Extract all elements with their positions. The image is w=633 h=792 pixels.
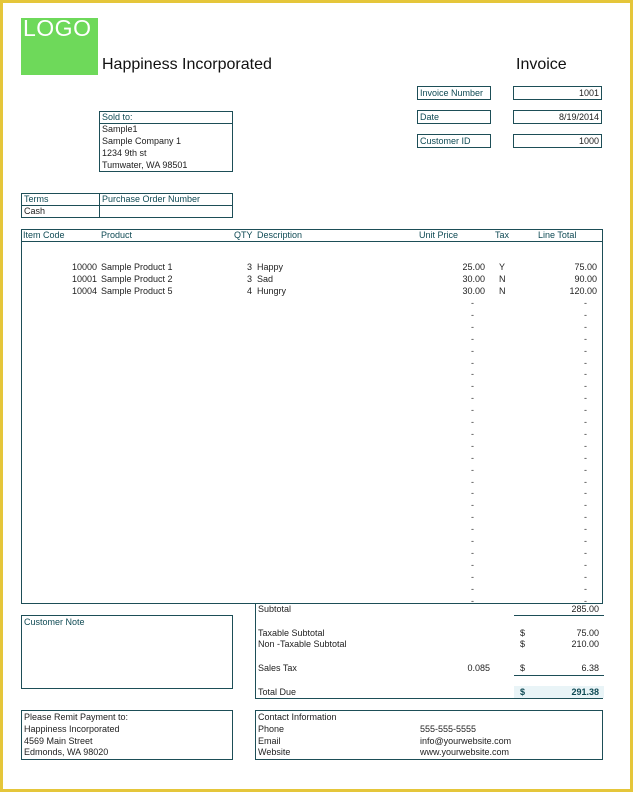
date-label: Date bbox=[420, 112, 440, 122]
empty-unit-price-placeholder: - bbox=[471, 500, 474, 510]
item-qty: 4 bbox=[246, 286, 252, 296]
empty-unit-price-placeholder: - bbox=[471, 310, 474, 320]
invoice-number-label-box bbox=[417, 86, 491, 100]
empty-line-total-placeholder: - bbox=[584, 417, 587, 427]
logo bbox=[21, 15, 98, 75]
item-product: Sample Product 1 bbox=[101, 262, 173, 272]
item-unit-price: 30.00 bbox=[462, 274, 485, 284]
empty-unit-price-placeholder: - bbox=[471, 369, 474, 379]
empty-unit-price-placeholder: - bbox=[471, 560, 474, 570]
email-label: Email bbox=[258, 736, 281, 746]
total-due-currency: $ bbox=[520, 687, 526, 697]
nontaxable-subtotal-value: 210.00 bbox=[571, 639, 599, 649]
sold-to-line3: 1234 9th st bbox=[102, 148, 147, 158]
customer-id-label: Customer ID bbox=[420, 136, 471, 146]
remit-box bbox=[21, 710, 233, 760]
empty-unit-price-placeholder: - bbox=[471, 596, 474, 606]
empty-unit-price-placeholder: - bbox=[471, 465, 474, 475]
empty-line-total-placeholder: - bbox=[584, 488, 587, 498]
company-name: Happiness Incorporated bbox=[102, 56, 272, 73]
empty-unit-price-placeholder: - bbox=[471, 429, 474, 439]
terms-label: Terms bbox=[24, 194, 49, 204]
empty-unit-price-placeholder: - bbox=[471, 477, 474, 487]
empty-line-total-placeholder: - bbox=[584, 572, 587, 582]
empty-unit-price-placeholder: - bbox=[471, 524, 474, 534]
item-code: 10004 bbox=[71, 286, 97, 296]
empty-unit-price-placeholder: - bbox=[471, 453, 474, 463]
empty-unit-price-placeholder: - bbox=[471, 322, 474, 332]
col-item-code: Item Code bbox=[23, 230, 65, 240]
item-code: 10000 bbox=[71, 262, 97, 272]
empty-line-total-placeholder: - bbox=[584, 429, 587, 439]
empty-line-total-placeholder: - bbox=[584, 369, 587, 379]
empty-unit-price-placeholder: - bbox=[471, 393, 474, 403]
customer-id-label-box bbox=[417, 134, 491, 148]
empty-line-total-placeholder: - bbox=[584, 465, 587, 475]
empty-unit-price-placeholder: - bbox=[471, 358, 474, 368]
empty-unit-price-placeholder: - bbox=[471, 584, 474, 594]
item-description: Sad bbox=[257, 274, 274, 284]
col-line-total: Line Total bbox=[538, 230, 577, 240]
item-unit-price: 30.00 bbox=[462, 286, 485, 296]
item-product: Sample Product 5 bbox=[101, 286, 173, 296]
nontaxable-currency: $ bbox=[520, 639, 526, 649]
col-unit-price: Unit Price bbox=[419, 230, 459, 240]
subtotal-label: Subtotal bbox=[258, 604, 292, 614]
sales-tax-rate: 0.085 bbox=[467, 663, 490, 673]
remit-line3: Edmonds, WA 98020 bbox=[24, 747, 109, 757]
item-qty: 3 bbox=[246, 274, 252, 284]
website-label: Website bbox=[258, 747, 291, 757]
empty-line-total-placeholder: - bbox=[584, 393, 587, 403]
sales-tax-label: Sales Tax bbox=[258, 663, 297, 673]
empty-line-total-placeholder: - bbox=[584, 453, 587, 463]
col-tax: Tax bbox=[495, 230, 510, 240]
nontaxable-subtotal-label: Non -Taxable Subtotal bbox=[258, 639, 347, 649]
remit-line2: 4569 Main Street bbox=[24, 736, 93, 746]
item-tax: Y bbox=[499, 262, 506, 272]
empty-line-total-placeholder: - bbox=[584, 441, 587, 451]
empty-unit-price-placeholder: - bbox=[471, 536, 474, 546]
phone-label: Phone bbox=[258, 724, 285, 734]
empty-line-total-placeholder: - bbox=[584, 596, 587, 606]
contact-label: Contact Information bbox=[258, 712, 337, 722]
total-due-value: 291.38 bbox=[571, 687, 599, 697]
col-qty: QTY bbox=[234, 230, 253, 240]
empty-line-total-placeholder: - bbox=[584, 560, 587, 570]
empty-unit-price-placeholder: - bbox=[471, 488, 474, 498]
empty-unit-price-placeholder: - bbox=[471, 417, 474, 427]
sales-tax-currency: $ bbox=[520, 663, 526, 673]
email-link[interactable]: info@yourwebsite.com bbox=[420, 736, 512, 746]
items-table bbox=[21, 229, 603, 604]
taxable-subtotal-label: Taxable Subtotal bbox=[258, 628, 325, 638]
empty-line-total-placeholder: - bbox=[584, 524, 587, 534]
empty-line-total-placeholder: - bbox=[584, 405, 587, 415]
remit-line1: Happiness Incorporated bbox=[24, 724, 120, 734]
sold-to-box bbox=[99, 111, 233, 172]
item-description: Hungry bbox=[257, 286, 287, 296]
empty-unit-price-placeholder: - bbox=[471, 441, 474, 451]
totals-box bbox=[255, 603, 603, 699]
empty-line-total-placeholder: - bbox=[584, 358, 587, 368]
taxable-subtotal-value: 75.00 bbox=[576, 628, 599, 638]
sold-to-line2: Sample Company 1 bbox=[102, 136, 182, 146]
empty-unit-price-placeholder: - bbox=[471, 346, 474, 356]
invoice-number-label: Invoice Number bbox=[420, 88, 484, 98]
item-product: Sample Product 2 bbox=[101, 274, 173, 284]
empty-line-total-placeholder: - bbox=[584, 548, 587, 558]
item-line-total: 90.00 bbox=[574, 274, 597, 284]
empty-line-total-placeholder: - bbox=[584, 477, 587, 487]
empty-unit-price-placeholder: - bbox=[471, 298, 474, 308]
item-line-total: 75.00 bbox=[574, 262, 597, 272]
sold-to-label: Sold to: bbox=[102, 112, 133, 122]
empty-unit-price-placeholder: - bbox=[471, 572, 474, 582]
invoice-number-value: 1001 bbox=[578, 88, 599, 98]
empty-unit-price-placeholder: - bbox=[471, 548, 474, 558]
empty-line-total-placeholder: - bbox=[584, 310, 587, 320]
empty-line-total-placeholder: - bbox=[584, 500, 587, 510]
empty-line-total-placeholder: - bbox=[584, 298, 587, 308]
item-qty: 3 bbox=[246, 262, 252, 272]
item-unit-price: 25.00 bbox=[462, 262, 485, 272]
item-description: Happy bbox=[257, 262, 284, 272]
remit-label: Please Remit Payment to: bbox=[24, 712, 129, 722]
customer-id-field[interactable] bbox=[513, 134, 602, 148]
document-title: Invoice bbox=[516, 56, 567, 73]
date-label-box bbox=[417, 110, 491, 124]
empty-line-total-placeholder: - bbox=[584, 346, 587, 356]
col-description: Description bbox=[257, 230, 303, 240]
customer-id-value: 1000 bbox=[578, 136, 599, 146]
invoice-number-field[interactable] bbox=[513, 86, 602, 100]
item-code: 10001 bbox=[71, 274, 97, 284]
empty-line-total-placeholder: - bbox=[584, 322, 587, 332]
customer-note-label: Customer Note bbox=[24, 617, 85, 627]
empty-unit-price-placeholder: - bbox=[471, 405, 474, 415]
invoice-page bbox=[3, 3, 630, 789]
sales-tax-value: 6.38 bbox=[581, 663, 599, 673]
sold-to-line4: Tumwater, WA 98501 bbox=[102, 160, 188, 170]
terms-box bbox=[21, 193, 233, 218]
terms-value: Cash bbox=[24, 206, 46, 216]
empty-line-total-placeholder: - bbox=[584, 584, 587, 594]
empty-line-total-placeholder: - bbox=[584, 381, 587, 391]
item-tax: N bbox=[499, 286, 506, 296]
contact-box bbox=[255, 710, 603, 760]
empty-line-total-placeholder: - bbox=[584, 334, 587, 344]
logo-text: LOGO bbox=[23, 15, 92, 41]
taxable-currency: $ bbox=[520, 628, 526, 638]
item-tax: N bbox=[499, 274, 506, 284]
empty-unit-price-placeholder: - bbox=[471, 334, 474, 344]
empty-line-total-placeholder: - bbox=[584, 536, 587, 546]
website-link[interactable]: www.yourwebsite.com bbox=[420, 747, 510, 757]
empty-line-total-placeholder: - bbox=[584, 512, 587, 522]
empty-unit-price-placeholder: - bbox=[471, 381, 474, 391]
po-number-label: Purchase Order Number bbox=[102, 194, 201, 204]
col-product: Product bbox=[101, 230, 133, 240]
customer-note-box[interactable] bbox=[21, 615, 233, 689]
subtotal-value: 285.00 bbox=[571, 604, 599, 614]
total-due-label: Total Due bbox=[258, 687, 297, 697]
empty-unit-price-placeholder: - bbox=[471, 512, 474, 522]
date-field[interactable] bbox=[513, 110, 602, 124]
date-value: 8/19/2014 bbox=[558, 112, 599, 122]
phone-value: 555-555-5555 bbox=[420, 724, 477, 734]
sold-to-line1: Sample1 bbox=[102, 124, 138, 134]
item-line-total: 120.00 bbox=[569, 286, 597, 296]
